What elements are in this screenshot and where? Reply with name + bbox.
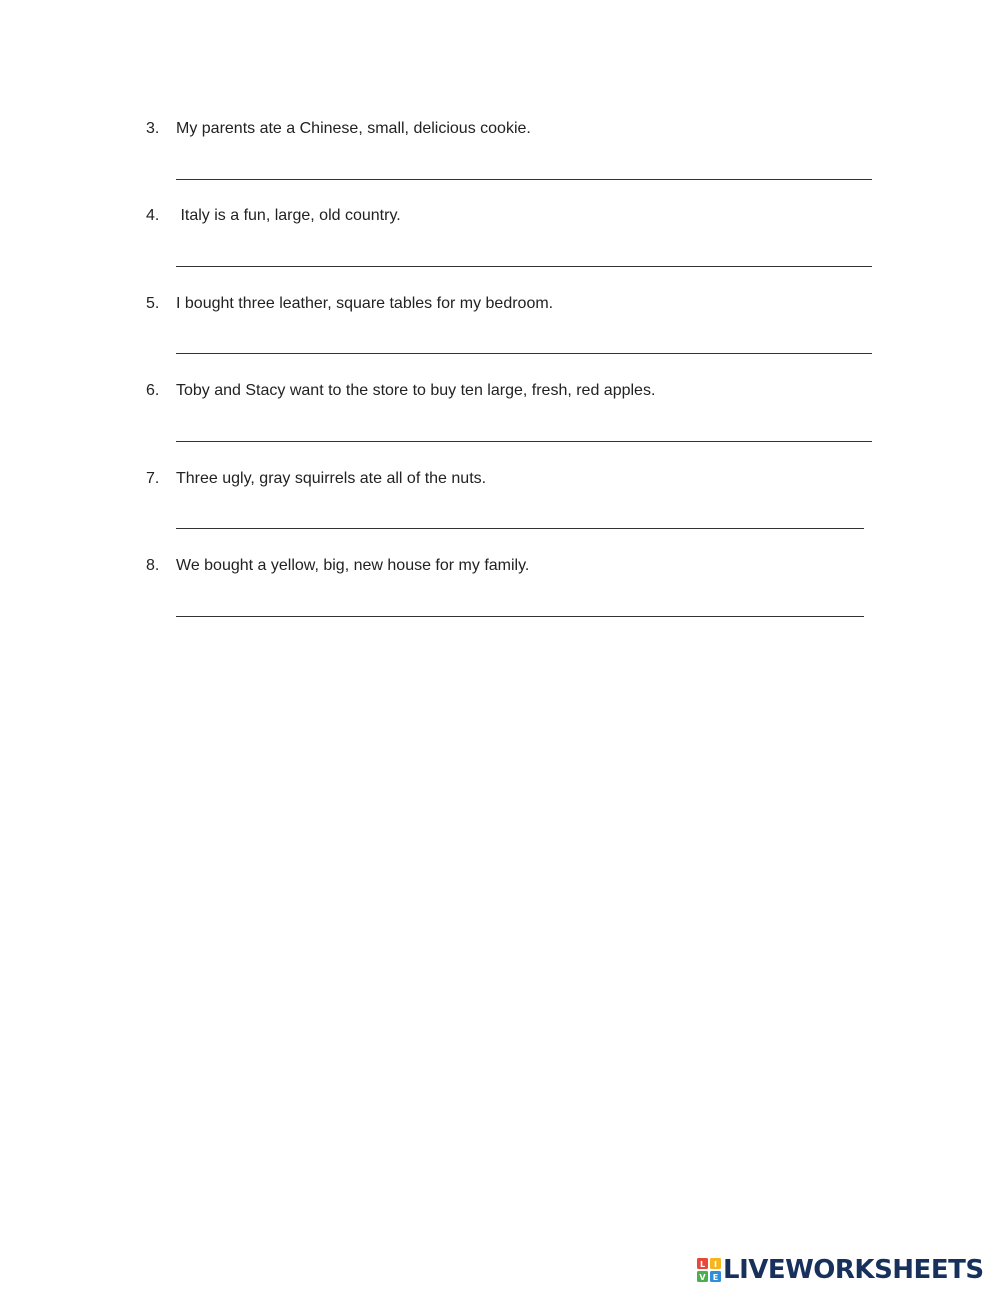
question-text: Three ugly, gray squirrels ate all of the nuts. <box>176 470 487 487</box>
question-item-6 <box>0 381 1000 441</box>
logo-letter: V <box>699 1273 706 1282</box>
question-item-7 <box>0 469 1000 529</box>
question-item-3 <box>0 119 1000 179</box>
brand-name: LIVEWORKSHEETS <box>723 1255 984 1285</box>
question-text: My parents ate a Chinese, small, delicious cookie. <box>176 120 531 137</box>
logo-letter: I <box>714 1260 717 1269</box>
answer-line[interactable] <box>176 266 872 267</box>
answer-line[interactable] <box>176 528 864 529</box>
question-number: 7. <box>146 470 160 487</box>
question-item-5 <box>0 294 1000 354</box>
answer-line[interactable] <box>176 353 872 354</box>
question-number: 8. <box>146 557 160 574</box>
question-text: We bought a yellow, big, new house for my family. <box>176 557 530 574</box>
liveworksheets-logo-icon <box>697 1258 721 1282</box>
question-number: 3. <box>146 120 160 137</box>
liveworksheets-brand <box>697 1256 984 1284</box>
question-text: I bought three leather, square tables for my bedroom. <box>176 295 554 312</box>
question-text: Italy is a fun, large, old country. <box>176 207 401 224</box>
answer-line[interactable] <box>176 616 864 617</box>
logo-letter: E <box>712 1273 719 1282</box>
question-number: 5. <box>146 295 160 312</box>
question-item-8 <box>0 556 1000 616</box>
answer-line[interactable] <box>176 441 872 442</box>
question-number: 4. <box>146 207 160 224</box>
logo-letter: L <box>699 1260 706 1269</box>
answer-line[interactable] <box>176 179 872 180</box>
question-item-4 <box>0 206 1000 266</box>
question-text: Toby and Stacy want to the store to buy ten large, fresh, red apples. <box>176 382 656 399</box>
question-number: 6. <box>146 382 160 399</box>
